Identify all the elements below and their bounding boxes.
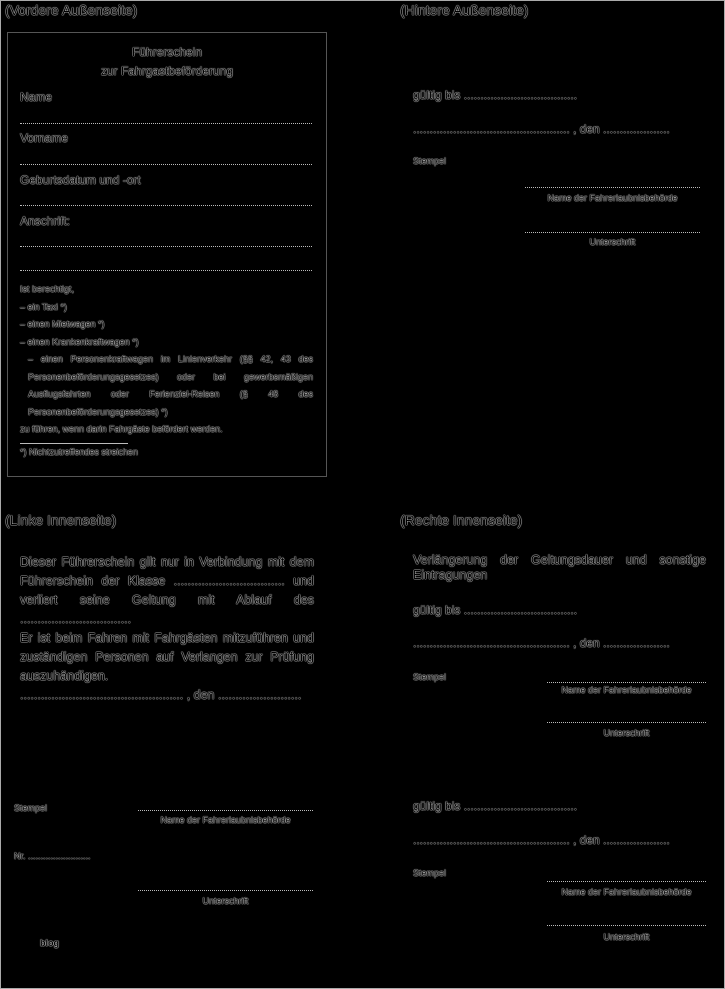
- authority-line: [547, 682, 706, 683]
- stamp-label: Stempel: [413, 672, 447, 682]
- field-label-address: Anschrift:: [20, 214, 71, 228]
- place-date: ............................................... , den ....................: [413, 636, 670, 650]
- authority-label: Name der Fahrerlaubnisbehörde: [160, 815, 291, 825]
- field-line-birth: [20, 205, 312, 206]
- authority-label: Name der Fahrerlaubnisbehörde: [547, 193, 678, 203]
- entitlement-closing: zu führen, wenn darin Fahrgäste befördert werden.: [20, 424, 223, 434]
- field-line-name: [20, 123, 312, 124]
- field-label-name: Name: [20, 90, 53, 104]
- carry-paragraph: Er ist beim Fahren mit Fahrgästen mitzuführen und zuständigen Personen auf Verlangen zur Prüfung auszuhändigen.: [20, 631, 314, 683]
- footnote-divider: [20, 443, 128, 444]
- signature-line: [138, 890, 313, 891]
- validity-text: [20, 553, 314, 705]
- entitlement-item: – einen Mietwagen *): [20, 319, 105, 329]
- entitlement-item: – einen Krankenkraftwagen *): [20, 336, 139, 347]
- field-label-birth: Geburtsdatum und -ort: [20, 173, 141, 187]
- entitlement-item: – ein Taxi *): [20, 301, 67, 312]
- signature-line: [547, 722, 706, 723]
- number-field: Nr. .........................: [14, 851, 91, 861]
- card-subtitle: zur Fahrgastbeförderung: [100, 64, 234, 78]
- front-heading: (Vordere Außenseite): [5, 2, 138, 18]
- signature-label: Unterschrift: [589, 237, 636, 247]
- field-line-address-2: [20, 270, 312, 271]
- validity-paragraph: Dieser Führerschein gilt nur in Verbindung mit dem Führerschein der Klasse ................................ und verliert seine Geltung mit Ablauf des ................................: [20, 555, 314, 626]
- stamp-label: Stempel: [14, 803, 48, 813]
- entitled-label: Ist berechtigt,: [20, 284, 75, 294]
- footnote: *) Nichtzutreffendes streichen: [20, 446, 138, 457]
- authority-line: [547, 881, 706, 882]
- authority-line: [525, 187, 700, 188]
- authority-line: [138, 810, 313, 811]
- field-line-address-1: [20, 246, 312, 247]
- left-heading: (Linke Innenseite): [5, 512, 117, 528]
- watermark-text: blog: [40, 938, 59, 948]
- authority-label: Name der Fahrerlaubnisbehörde: [561, 887, 692, 897]
- back-heading: (Hintere Außenseite): [400, 2, 529, 18]
- valid-until: gültig bis ..................................: [413, 88, 578, 102]
- place-date: ............................................... , den ....................: [413, 833, 670, 847]
- place-date: ............................................... , den ....................: [413, 122, 670, 136]
- card-title: Führerschein: [131, 45, 203, 59]
- stamp-label: Stempel: [413, 868, 447, 878]
- signature-line: [525, 232, 700, 233]
- place-date: ............................................... , den ........................: [20, 688, 302, 702]
- signature-label: Unterschrift: [202, 896, 249, 906]
- field-line-firstname: [20, 164, 312, 165]
- authority-label: Name der Fahrerlaubnisbehörde: [561, 685, 692, 695]
- entitlement-text: [20, 281, 313, 458]
- signature-line: [547, 925, 706, 926]
- right-heading: (Rechte Innenseite): [400, 512, 523, 528]
- extension-intro: Verlängerung der Geltungsdauer und sonstige Eintragungen: [413, 553, 706, 582]
- signature-label: Unterschrift: [603, 932, 650, 942]
- entitlement-item: – einen Personenkraftwagen im Linienverkehr (§§ 42, 43 des Personenbeförderungsgesetzes) oder bei gewerbsmäßigen Ausflugsfahrten oder Ferienziel-Reisen (§ 48 des Personenbeförderungsgesetzes) *): [28, 354, 313, 417]
- stamp-label: Stempel: [413, 156, 447, 166]
- valid-until: gültig bis ..................................: [413, 799, 578, 813]
- valid-until: gültig bis ..................................: [413, 603, 578, 617]
- field-label-firstname: Vorname: [20, 131, 69, 145]
- signature-label: Unterschrift: [603, 728, 650, 738]
